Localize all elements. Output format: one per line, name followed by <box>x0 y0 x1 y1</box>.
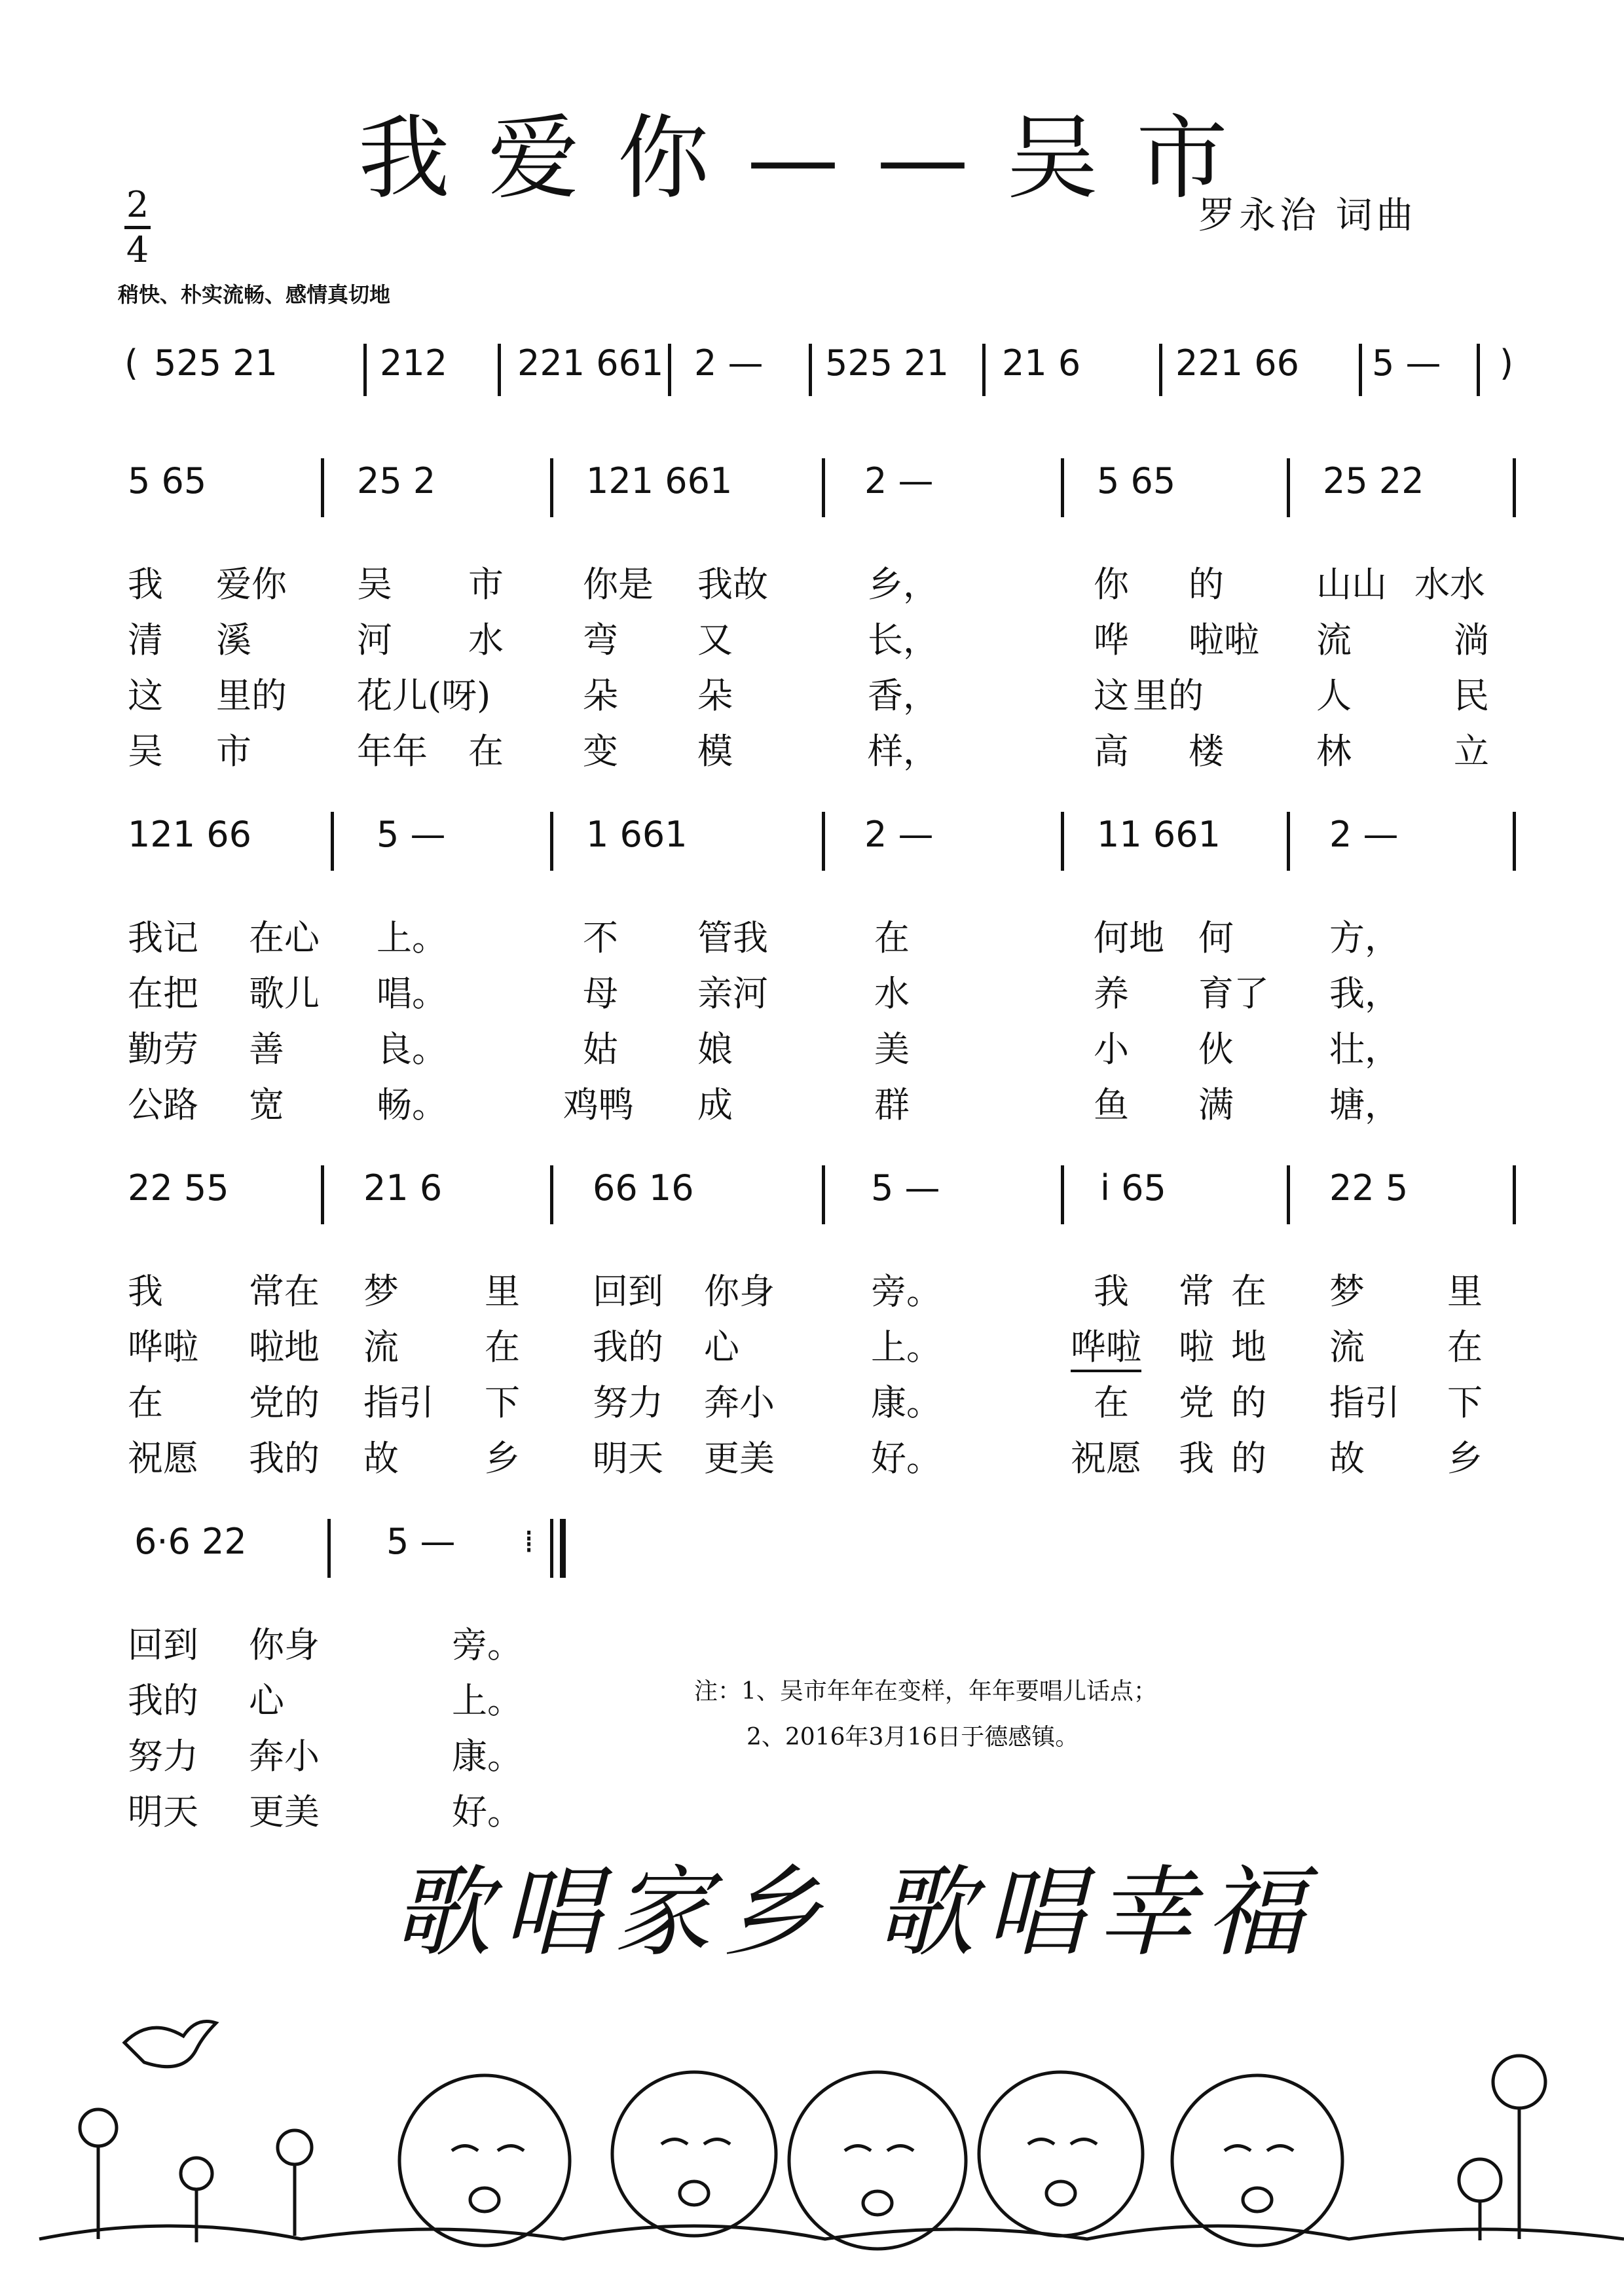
child-face-icon <box>612 2072 776 2236</box>
lyric-cell: 市 <box>468 564 504 605</box>
lyric-cell: 清 <box>128 619 163 661</box>
lyric-cell: 唱。 <box>377 973 447 1014</box>
lyric-cell: 水 <box>468 619 504 661</box>
bird-icon <box>124 2022 216 2067</box>
lyric-cell: 香， <box>868 675 938 716</box>
flower-icon <box>181 2158 212 2189</box>
lyric-cell: 爱你 <box>216 564 287 605</box>
music-group: 11 661 <box>1097 814 1221 855</box>
lyric-cell: 下 <box>485 1382 520 1423</box>
lyric-cell: 年年 <box>357 731 428 772</box>
lyric-cell: 不 <box>583 917 618 958</box>
lyric-cell: 祝愿 <box>1071 1438 1141 1479</box>
lyric-cell: 的 <box>1231 1382 1266 1423</box>
lyric-cell: 努力 <box>593 1382 663 1423</box>
lyric-cell: 变 <box>583 731 618 772</box>
lyric-cell: 立 <box>1454 731 1489 772</box>
lyric-cell: 鸡鸭 <box>563 1084 634 1125</box>
lyric-cell: 水水 <box>1414 564 1485 605</box>
song-title: 我爱你——吴市 <box>358 105 1266 212</box>
music-group: 5 65 <box>128 460 207 501</box>
lyric-cell: 旁。 <box>871 1271 942 1312</box>
lyric-cell: 我 <box>128 564 163 605</box>
lyric-cell: 心 <box>249 1680 284 1721</box>
music-group: 2 — <box>864 460 934 501</box>
lyric-cell: 在 <box>1094 1382 1129 1423</box>
lyric-cell: 我 <box>1179 1438 1214 1479</box>
lyric-cell: 在 <box>485 1326 520 1368</box>
lyric-cell: 在 <box>468 731 504 772</box>
music-group: 2 — <box>864 814 934 855</box>
lyric-cell: 你 <box>1094 564 1129 605</box>
lyric-cell: 鱼 <box>1094 1084 1129 1125</box>
child-face-icon <box>399 2075 570 2246</box>
lyric-cell: 淌 <box>1454 619 1489 661</box>
lyric-cell: 歌儿 <box>249 973 320 1014</box>
intro-group: 212 <box>380 342 448 384</box>
lyric-cell: 又 <box>697 619 733 661</box>
music-group: 1 661 <box>586 814 688 855</box>
flower-icon <box>1493 2056 1545 2108</box>
music-group: 5 — <box>871 1167 940 1209</box>
lyric-cell: 里 <box>1447 1271 1483 1312</box>
flower-icon <box>278 2130 312 2164</box>
lyric-cell: 心 <box>704 1326 739 1368</box>
lyric-cell: 啦啦 <box>1189 619 1259 661</box>
lyric-cell: 成 <box>697 1084 733 1125</box>
lyric-cell: 乡， <box>868 564 938 605</box>
lyric-cell: 水 <box>874 973 910 1014</box>
lyric-cell: 流 <box>1329 1326 1365 1368</box>
music-group: 5 — <box>386 1521 456 1562</box>
lyric-cell: 在 <box>128 1382 163 1423</box>
lyric-cell: 模 <box>697 731 733 772</box>
flower-icon <box>1459 2159 1501 2201</box>
tempo-marking: 稍快、朴实流畅、感情真切地 <box>118 282 391 307</box>
lyric-cell: 康。 <box>871 1382 942 1423</box>
flower-icon <box>80 2109 117 2146</box>
lyric-cell: 乡 <box>485 1438 520 1479</box>
lyric-cell: 宽 <box>249 1084 284 1125</box>
lyric-cell: 地 <box>1231 1326 1266 1368</box>
intro-close-paren: ) <box>1500 342 1514 384</box>
lyric-cell: 努力 <box>128 1736 198 1777</box>
lyric-cell: 人 <box>1316 675 1352 716</box>
lyric-cell: 我记 <box>128 917 198 958</box>
lyric-cell: 更美 <box>249 1791 320 1832</box>
lyric-cell: 良。 <box>377 1029 447 1070</box>
lyric-cell: 长， <box>868 619 938 661</box>
lyric-cell: 上。 <box>377 917 447 958</box>
lyric-cell: 下 <box>1447 1382 1483 1423</box>
lyric-cell: 哗 <box>1094 619 1129 661</box>
intro-group: 2 — <box>694 342 764 384</box>
lyric-cell: 在把 <box>128 973 198 1014</box>
author-credit: 罗永治 词曲 <box>1198 194 1417 237</box>
lyric-cell: 朵 <box>583 675 618 716</box>
lyric-cell: 我 <box>1094 1271 1129 1312</box>
lyric-cell: 何地 <box>1094 917 1164 958</box>
lyric-cell: 我的 <box>593 1326 663 1368</box>
lyric-cell: 常在 <box>249 1271 320 1312</box>
lyric-cell: 样， <box>868 731 938 772</box>
lyric-cell: 楼 <box>1189 731 1224 772</box>
lyric-cell: 的 <box>1231 1438 1266 1479</box>
lyric-cell: 在心 <box>249 917 320 958</box>
music-group: 66 16 <box>593 1167 694 1209</box>
lyric-cell: 何 <box>1198 917 1234 958</box>
music-group: 6·6 22 <box>134 1521 247 1562</box>
music-group: 25 22 <box>1323 460 1424 501</box>
lyric-cell: 上。 <box>452 1680 523 1721</box>
lyric-cell: 回到 <box>593 1271 663 1312</box>
lyric-cell: 哗啦 <box>1071 1319 1141 1372</box>
music-group: 121 661 <box>586 460 733 501</box>
lyric-cell: 旁。 <box>452 1624 523 1666</box>
lyric-cell: 奔小 <box>249 1736 320 1777</box>
lyric-cell: 奔小 <box>704 1382 775 1423</box>
music-group: 2 — <box>1329 814 1399 855</box>
lyric-cell: 你是 <box>583 564 654 605</box>
lyric-cell: 壮， <box>1329 1029 1400 1070</box>
lyric-cell: 溪 <box>216 619 251 661</box>
lyric-cell: 母 <box>583 973 618 1014</box>
child-face-icon <box>1172 2075 1342 2246</box>
lyric-cell: 高 <box>1094 731 1129 772</box>
lyric-cell: 党的 <box>249 1382 320 1423</box>
lyric-cell: 你身 <box>249 1624 320 1666</box>
lyric-cell: 的 <box>1189 564 1224 605</box>
lyric-cell: 我 <box>128 1271 163 1312</box>
lyric-cell: 在 <box>874 917 910 958</box>
music-group: 22 5 <box>1329 1167 1409 1209</box>
music-group: 25 2 <box>357 460 436 501</box>
intro-group: 525 21 <box>825 342 949 384</box>
lyric-cell: 满 <box>1198 1084 1234 1125</box>
lyric-cell: 常 <box>1179 1271 1214 1312</box>
footnote-2: 2、2016年3月16日于德感镇。 <box>747 1724 1079 1751</box>
lyric-cell: 上。 <box>871 1326 942 1368</box>
music-group: 22 55 <box>128 1167 229 1209</box>
lyric-cell: 啦 <box>1179 1326 1214 1368</box>
lyric-cell: 市 <box>216 731 251 772</box>
lyric-cell: 里 <box>485 1271 520 1312</box>
lyric-cell: 流 <box>1316 619 1352 661</box>
intro-group: 21 6 <box>1002 342 1081 384</box>
lyric-cell: 群 <box>874 1084 910 1125</box>
lyric-cell: 美 <box>874 1029 910 1070</box>
repeat-dots: ⁞ <box>524 1523 534 1560</box>
lyric-cell: 吴 <box>357 564 392 605</box>
music-group: 5 65 <box>1097 460 1176 501</box>
lyric-cell: 祝愿 <box>128 1438 198 1479</box>
lyric-cell: 回到 <box>128 1624 198 1666</box>
calligraphy-banner: 歌唱家乡 歌唱幸福 <box>393 1856 1316 1970</box>
meter-bottom: 4 <box>126 229 149 270</box>
lyric-cell: 指引 <box>1329 1382 1400 1423</box>
lyric-cell: 党 <box>1179 1382 1214 1423</box>
lyric-cell: 花儿(呀) <box>357 675 491 716</box>
lyric-cell: 我的 <box>128 1680 198 1721</box>
lyric-cell: 方， <box>1329 917 1400 958</box>
lyric-cell: 我的 <box>249 1438 320 1479</box>
lyric-cell: 这 <box>1094 675 1129 716</box>
lyric-cell: 善 <box>249 1029 284 1070</box>
lyric-cell: 好。 <box>871 1438 942 1479</box>
lyric-cell: 哗啦 <box>128 1326 198 1368</box>
lyric-cell: 管我 <box>697 917 768 958</box>
lyric-cell: 里的 <box>216 675 287 716</box>
lyric-cell: 梦 <box>363 1271 399 1312</box>
lyric-cell: 康。 <box>452 1736 523 1777</box>
lyric-cell: 我故 <box>697 564 768 605</box>
lyric-cell: 娘 <box>697 1029 733 1070</box>
lyric-cell: 姑 <box>583 1029 618 1070</box>
lyric-cell: 梦 <box>1329 1271 1365 1312</box>
lyric-cell: 公路 <box>128 1084 198 1125</box>
lyric-cell: 啦地 <box>249 1326 320 1368</box>
lyric-cell: 塘， <box>1329 1084 1400 1125</box>
lyric-cell: 乡 <box>1447 1438 1483 1479</box>
lyric-cell: 指引 <box>363 1382 434 1423</box>
lyric-cell: 你身 <box>704 1271 775 1312</box>
lyric-cell: 朵 <box>697 675 733 716</box>
lyric-cell: 弯 <box>583 619 618 661</box>
lyric-cell: 明天 <box>593 1438 663 1479</box>
intro-group: 5 — <box>1372 342 1441 384</box>
lyric-cell: 更美 <box>704 1438 775 1479</box>
footnote-1: 注：1、吴市年年在变样，年年要唱儿话点； <box>694 1678 1157 1705</box>
lyric-cell: 畅。 <box>377 1084 447 1125</box>
intro-group: 525 21 <box>154 342 278 384</box>
lyric-cell: 养 <box>1094 973 1129 1014</box>
music-group: i 65 <box>1100 1167 1166 1209</box>
lyric-cell: 伙 <box>1198 1029 1234 1070</box>
lyric-cell: 故 <box>363 1438 399 1479</box>
lyric-cell: 我， <box>1329 973 1400 1014</box>
intro-open-paren: ( <box>124 342 139 384</box>
lyric-cell: 小 <box>1094 1029 1129 1070</box>
lyric-cell: 故 <box>1329 1438 1365 1479</box>
lyric-cell: 勤劳 <box>128 1029 198 1070</box>
child-face-icon <box>789 2072 966 2249</box>
intro-group: 221 66 <box>1175 342 1299 384</box>
lyric-cell: 民 <box>1454 675 1489 716</box>
lyric-cell: 明天 <box>128 1791 198 1832</box>
lyric-cell: 河 <box>357 619 392 661</box>
lyric-cell: 吴 <box>128 731 163 772</box>
lyric-cell: 山山 <box>1316 564 1387 605</box>
meter-top: 2 <box>126 184 149 225</box>
lyric-cell: 在 <box>1231 1271 1266 1312</box>
intro-group: 221 661 <box>517 342 664 384</box>
child-face-icon <box>979 2072 1143 2236</box>
lyric-cell: 在 <box>1447 1326 1483 1368</box>
music-group: 121 66 <box>128 814 251 855</box>
music-group: 5 — <box>377 814 446 855</box>
lyric-cell: 育了 <box>1198 973 1269 1014</box>
lyric-cell: 这 <box>128 675 163 716</box>
lyric-cell: 亲河 <box>697 973 768 1014</box>
lyric-cell: 好。 <box>452 1791 523 1832</box>
music-group: 21 6 <box>363 1167 443 1209</box>
lyric-cell: 林 <box>1316 731 1352 772</box>
lyric-cell: 里的 <box>1133 675 1204 716</box>
lyric-cell: 流 <box>363 1326 399 1368</box>
